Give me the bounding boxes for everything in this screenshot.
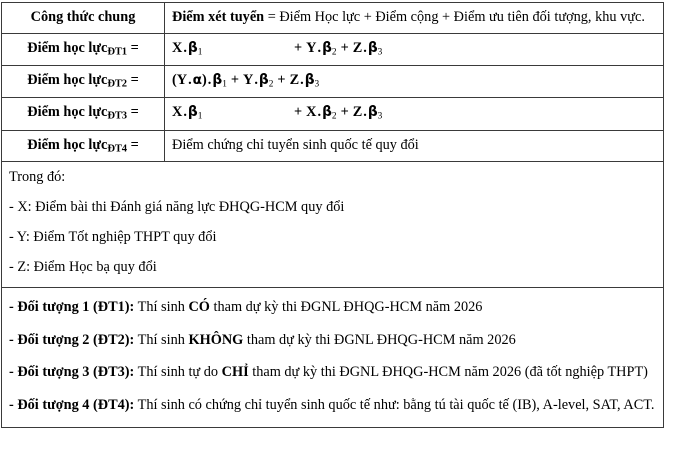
row-label-dt3-main: Điểm học lực	[27, 104, 108, 121]
document-page	[0, 2, 680, 454]
general-formula-cell	[165, 3, 664, 34]
plus-1: +	[294, 40, 303, 57]
term2-var: Y	[243, 72, 254, 89]
term3-coef	[368, 104, 383, 120]
admission-formula-table	[1, 2, 664, 428]
term3-coef-symbol: β	[367, 40, 378, 57]
term1-var: Y	[176, 72, 188, 89]
term3-dot: .	[363, 40, 367, 57]
target-groups-cell	[2, 288, 664, 428]
plus-1: +	[294, 104, 303, 121]
term1-coef-symbol: β	[212, 72, 223, 89]
target-group-dt2	[9, 325, 656, 357]
term2-coef	[259, 72, 274, 88]
term1-dot: .	[183, 40, 187, 57]
row-label-dt4-eq: =	[127, 136, 139, 153]
term3-coef	[368, 40, 383, 56]
target-group-dt3-after: tham dự kỳ thi ĐGNL ĐHQG-HCM năm 2026 (đã tốt nghiệp THPT)	[248, 364, 648, 381]
row-label-dt1-eq: =	[127, 40, 139, 57]
table-row-target-groups	[2, 288, 664, 428]
table-row-general-formula	[2, 3, 664, 34]
definition-item-x: - X: Điểm bài thi Đánh giá năng lực ĐHQG-HCM quy đổi	[9, 199, 345, 216]
term3-coef-symbol: β	[367, 104, 378, 121]
row-label-general: Công thức chung	[2, 3, 165, 34]
term2-coef-sub: 2	[331, 47, 337, 58]
term1-alpha: α	[192, 72, 203, 89]
formula-cell-dt1	[165, 34, 664, 66]
target-group-dt3-emphasis: CHỈ	[221, 364, 249, 381]
term1-coef-sub: 1	[197, 47, 203, 58]
formula-dt1-term1	[172, 38, 290, 60]
table-row-dt3	[2, 98, 664, 130]
target-group-dt3-prefix: - Đối tượng 3 (ĐT3):	[9, 364, 135, 381]
term3-var: Z	[352, 104, 363, 121]
target-group-dt3	[9, 357, 656, 389]
term2-coef-symbol: β	[258, 72, 269, 89]
term2-coef-symbol: β	[322, 40, 332, 57]
term1-open-paren: (	[172, 72, 177, 89]
plus-2: +	[340, 40, 349, 57]
row-label-dt2-sub: ĐT2	[107, 78, 127, 90]
general-formula-expression: = Điểm Học lực + Điểm cộng + Điểm ưu tiên đối tượng, khu vực.	[264, 9, 645, 25]
term2-dot: .	[317, 40, 322, 57]
target-group-dt1-before: Thí sinh	[134, 299, 189, 316]
formula-cell-dt3	[165, 98, 664, 130]
term3-coef-sub: 3	[314, 79, 320, 90]
formula-dt2-term1	[172, 70, 227, 92]
table-row-dt4	[2, 130, 664, 162]
target-group-dt4-before: Thí sinh có chứng chỉ tuyển sinh quốc tế như: bằng tú tài quốc tế (IB), A-level, SAT, ACT.	[134, 396, 655, 413]
term1-coef-sub: 1	[222, 79, 227, 90]
term1-coef	[188, 104, 203, 120]
target-group-dt1-after: tham dự kỳ thi ĐGNL ĐHQG-HCM năm 2026	[209, 299, 483, 316]
row-label-dt2	[2, 66, 165, 98]
target-group-dt1-emphasis: CÓ	[188, 299, 210, 316]
formula-dt3-term1	[172, 102, 290, 124]
target-group-dt2-emphasis: KHÔNG	[188, 331, 244, 348]
target-group-dt4	[9, 390, 656, 422]
row-label-dt4	[2, 130, 165, 162]
definitions-intro: Trong đó:	[9, 169, 66, 186]
term3-dot: .	[363, 104, 367, 121]
term1-dot2: .	[207, 72, 212, 89]
term3-var: Z	[352, 40, 363, 57]
row-label-dt3	[2, 98, 165, 130]
row-label-dt1	[2, 34, 165, 66]
row-label-dt2-main: Điểm học lực	[27, 72, 108, 89]
row-label-dt3-eq: =	[127, 104, 139, 121]
term1-coef-sub: 1	[197, 111, 203, 122]
formula-cell-dt4: Điểm chứng chỉ tuyển sinh quốc tế quy đổi	[165, 130, 664, 162]
term1-dot: .	[188, 72, 192, 89]
term2-coef-symbol: β	[322, 104, 332, 121]
table-row-dt2	[2, 66, 664, 98]
definition-item-z: - Z: Điểm Học bạ quy đổi	[9, 258, 157, 275]
row-label-dt4-sub: ĐT4	[107, 142, 127, 154]
term3-coef	[305, 72, 320, 88]
term1-coef	[212, 72, 227, 88]
term3-var: Z	[289, 72, 300, 89]
term2-coef	[322, 40, 337, 56]
term1-var: X	[172, 40, 183, 57]
general-formula-term: Điểm xét tuyển	[172, 9, 265, 25]
row-label-dt4-main: Điểm học lực	[27, 136, 108, 153]
target-group-dt2-after: tham dự kỳ thi ĐGNL ĐHQG-HCM năm 2026	[243, 331, 516, 348]
term3-dot: .	[300, 72, 304, 89]
term1-var: X	[172, 104, 183, 121]
formula-cell-dt2	[165, 66, 664, 98]
plus-1: +	[230, 72, 240, 89]
term2-coef-sub: 2	[268, 79, 274, 90]
target-group-dt2-before: Thí sinh	[134, 331, 189, 348]
row-label-dt1-main: Điểm học lực	[27, 40, 108, 57]
definition-item-y: - Y: Điểm Tốt nghiệp THPT quy đổi	[9, 228, 217, 245]
term1-close-paren: )	[202, 72, 207, 89]
term2-coef-sub: 2	[331, 111, 337, 122]
target-group-dt2-prefix: - Đối tượng 2 (ĐT2):	[9, 331, 135, 348]
term3-coef-symbol: β	[304, 72, 315, 89]
target-group-dt1-prefix: - Đối tượng 1 (ĐT1):	[9, 299, 135, 316]
table-row-definitions	[2, 162, 664, 288]
term2-dot: .	[254, 72, 258, 89]
target-group-dt3-before: Thí sinh tự do	[134, 364, 222, 381]
row-label-dt3-sub: ĐT3	[107, 110, 127, 122]
plus-2: +	[277, 72, 286, 89]
target-group-dt1	[9, 292, 656, 324]
term3-coef-sub: 3	[377, 47, 383, 58]
definitions-cell	[2, 162, 664, 288]
term3-coef-sub: 3	[377, 111, 383, 122]
row-label-dt1-sub: ĐT1	[107, 46, 127, 58]
plus-2: +	[340, 104, 349, 121]
term2-var: X	[306, 104, 317, 121]
term2-dot: .	[317, 104, 322, 121]
term1-coef	[188, 40, 203, 56]
term2-var: Y	[306, 40, 317, 57]
term1-coef-symbol: β	[187, 40, 198, 57]
term1-dot: .	[183, 104, 187, 121]
target-group-dt4-prefix: - Đối tượng 4 (ĐT4):	[9, 396, 135, 413]
term1-coef-symbol: β	[187, 104, 198, 121]
row-label-dt2-eq: =	[127, 72, 139, 89]
term2-coef	[322, 104, 337, 120]
table-row-dt1	[2, 34, 664, 66]
